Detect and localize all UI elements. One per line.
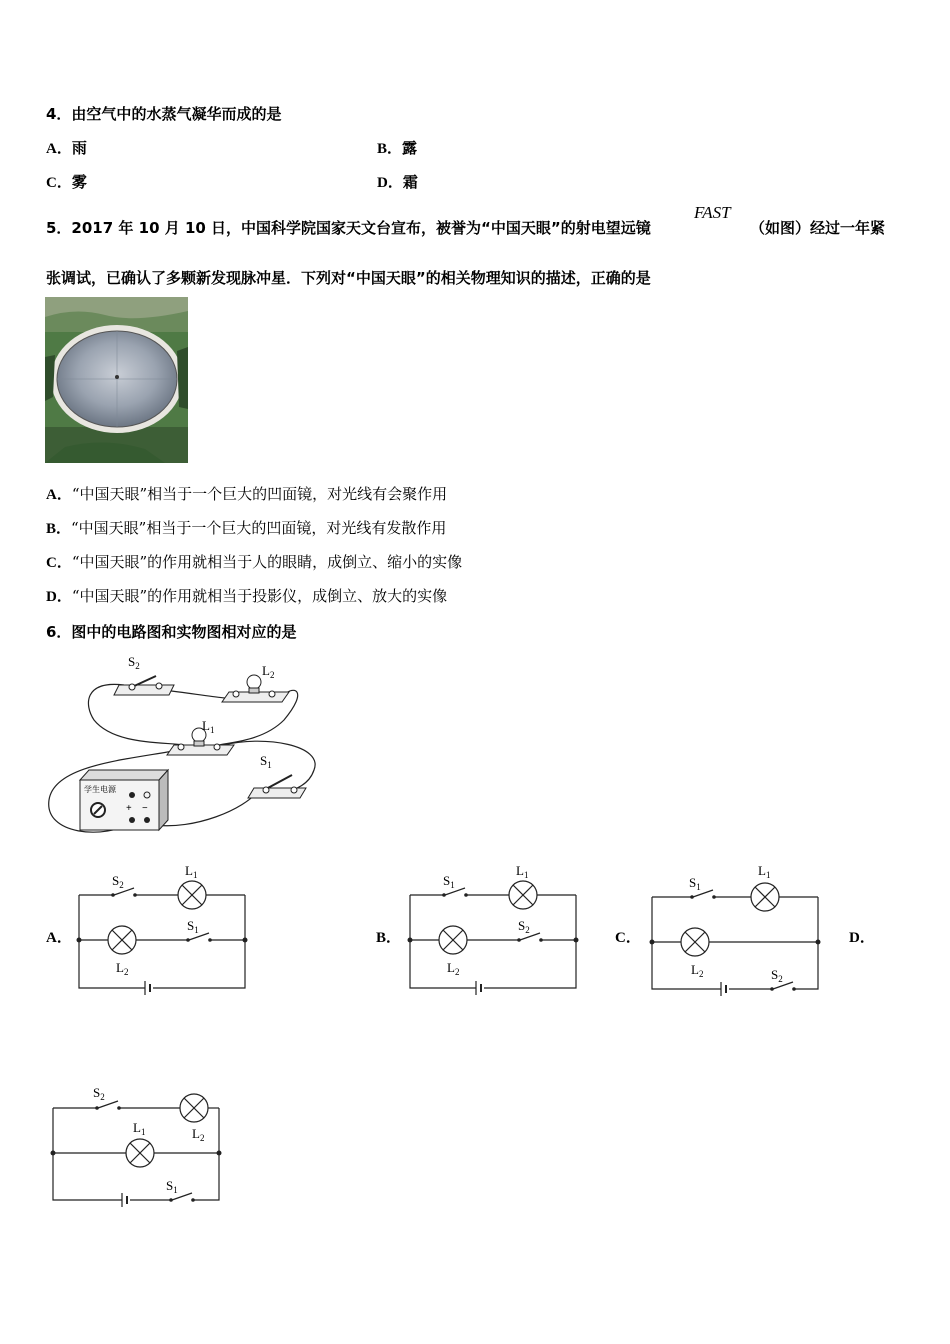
svg-text:S2: $S_2$ (112, 873, 124, 890)
q4-option-b-label: B． (377, 141, 403, 157)
q4-option-c[interactable] (46, 171, 87, 192)
q4-option-d[interactable] (377, 171, 418, 192)
svg-text:S2: $S_2$ (518, 918, 530, 935)
svg-text:L1: $L_1$ (516, 863, 529, 880)
q5-option-b-label: B． (46, 521, 72, 537)
power-supply-label: 学生电源 (84, 785, 116, 794)
power-supply-device (80, 770, 168, 830)
svg-text:−: − (142, 803, 148, 814)
q4-option-a-text: 雨 (71, 139, 87, 157)
q5-option-d-text: “中国天眼”的作用就相当于投影仪，成倒立、放大的实像 (71, 587, 448, 605)
switch-s2-device (114, 676, 174, 695)
l2-photo-label: $L_2$ (262, 663, 275, 680)
q5-option-b-text: “中国天眼”相当于一个巨大的凹面镜，对光线有发散作用 (71, 519, 447, 537)
svg-text:+: + (126, 803, 132, 814)
svg-text:S2: $S_2$ (771, 967, 783, 984)
l1-photo-label: $L_1$ (202, 718, 215, 735)
question-6-stem: 6．图中的电路图和实物图相对应的是 (46, 623, 297, 641)
circuit-diagram-a[interactable] (70, 855, 255, 1005)
fast-label: FAST (694, 203, 731, 222)
question-5-stem-line2: 张调试，已确认了多颗新发现脉冲星．下列对“中国天眼”的相关物理知识的描述，正确的是 (46, 269, 651, 287)
q4-option-d-label: D． (377, 175, 403, 191)
q6-option-d-label[interactable]: D． (849, 930, 875, 946)
s1-photo-label: $S_1$ (260, 753, 272, 770)
question-5-stem-part2: （如图）经过一年紧 (750, 219, 886, 237)
svg-text:L2: $L_2$ (691, 962, 704, 979)
switch-s1-device (248, 775, 306, 798)
svg-text:S1: $S_1$ (689, 875, 701, 892)
svg-text:S1: $S_1$ (187, 918, 199, 935)
question-5-stem-part1: 5．2017 年 10 月 10 日，中国科学院国家天文台宣布，被誉为“中国天眼”的射电望远镜 (46, 219, 651, 237)
q4-option-a-label: A． (46, 141, 72, 157)
q5-option-d-label: D． (46, 589, 72, 605)
q4-option-c-text: 雾 (71, 173, 87, 191)
q4-option-d-text: 霜 (402, 173, 418, 191)
q5-option-d[interactable] (46, 585, 447, 606)
circuit-diagram-c[interactable] (643, 855, 828, 1005)
q5-option-a[interactable] (46, 483, 447, 504)
q5-option-a-text: “中国天眼”相当于一个巨大的凹面镜，对光线有会聚作用 (71, 485, 448, 503)
question-4-stem: 4．由空气中的水蒸气凝华而成的是 (46, 105, 282, 123)
svg-text:S1: $S_1$ (166, 1178, 178, 1195)
svg-text:L1: $L_1$ (133, 1120, 146, 1137)
q4-option-c-label: C． (46, 175, 72, 191)
fast-telescope-photo (45, 297, 188, 463)
q6-option-a-label[interactable]: A． (46, 930, 72, 946)
q5-option-c-label: C． (46, 555, 72, 571)
svg-text:S1: $S_1$ (443, 873, 455, 890)
physical-circuit-figure (44, 650, 329, 845)
q6-option-b-label[interactable]: B． (376, 930, 402, 946)
circuit-diagram-d[interactable] (44, 1080, 229, 1210)
svg-text:L2: $L_2$ (447, 960, 460, 977)
q4-option-b[interactable] (377, 137, 417, 158)
svg-text:L2: $L_2$ (192, 1126, 205, 1143)
svg-text:L1: $L_1$ (185, 863, 198, 880)
lamp-l1-device (167, 728, 234, 755)
q6-option-c-label[interactable]: C． (615, 930, 641, 946)
q5-option-c-text: “中国天眼”的作用就相当于人的眼睛，成倒立、缩小的实像 (71, 553, 463, 571)
svg-text:L1: $L_1$ (758, 863, 771, 880)
svg-text:S2: $S_2$ (93, 1085, 105, 1102)
q5-option-b[interactable] (46, 517, 446, 538)
svg-text:L2: $L_2$ (116, 960, 129, 977)
q4-option-a[interactable] (46, 137, 87, 158)
q5-option-c[interactable] (46, 551, 462, 572)
q5-option-a-label: A． (46, 487, 72, 503)
lamp-l2-device (222, 675, 289, 702)
circuit-diagram-b[interactable] (401, 855, 586, 1005)
q4-option-b-text: 露 (402, 139, 418, 157)
s2-photo-label: $S_2$ (128, 654, 140, 671)
